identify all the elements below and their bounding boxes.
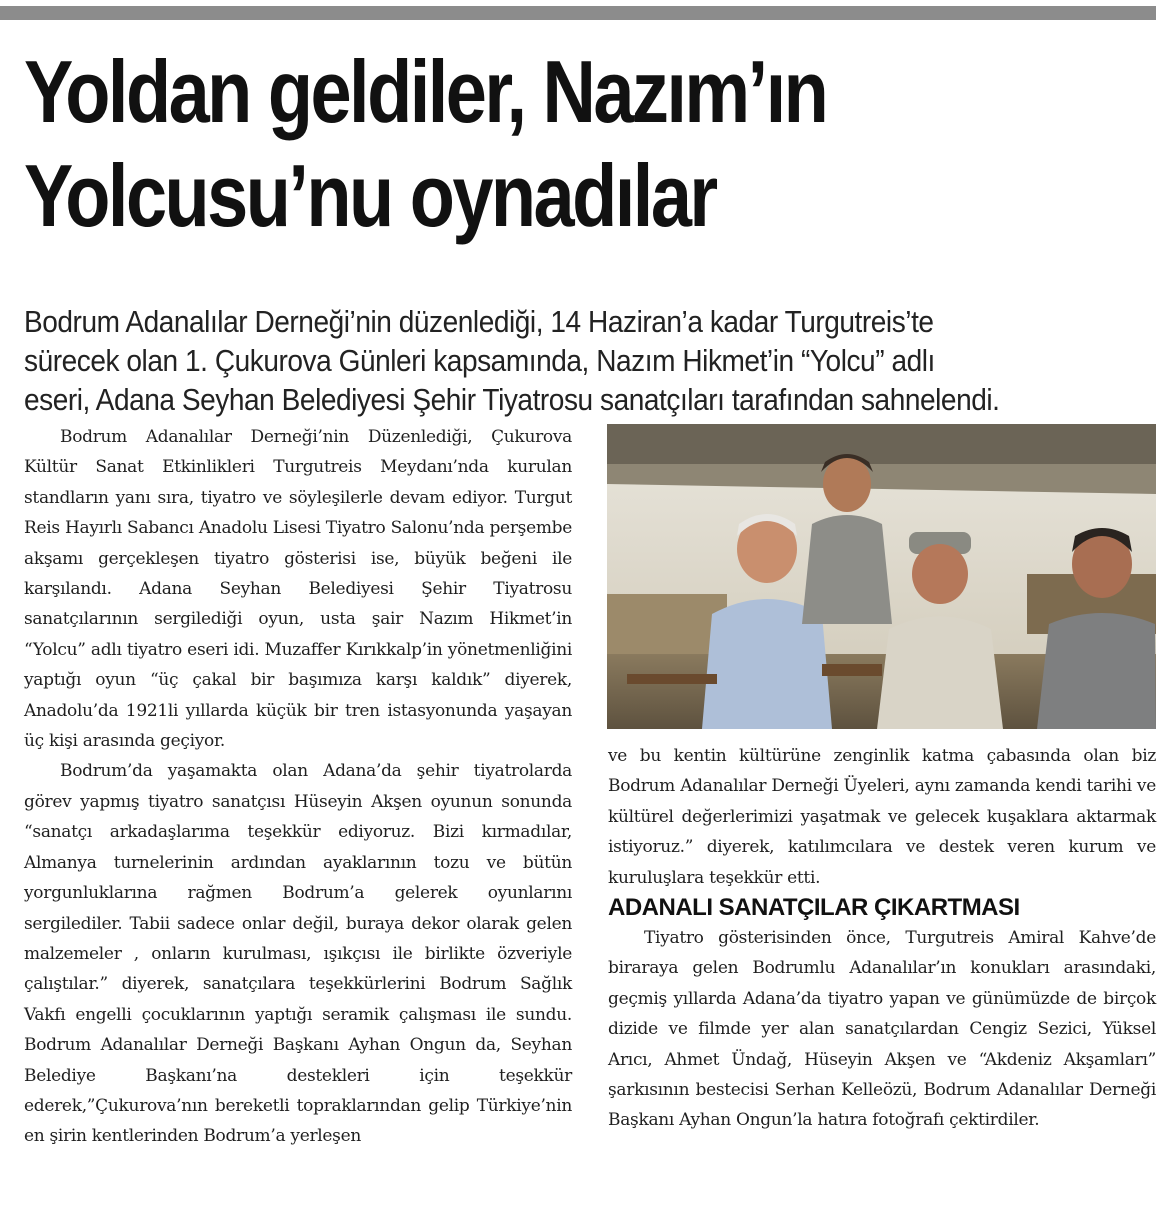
section-subheading: ADANALI SANATÇILAR ÇIKARTMASI bbox=[608, 894, 1020, 922]
article-column-right bbox=[608, 741, 1156, 1136]
lead-line-2: sürecek olan 1. Çukurova Günleri kapsamında, Nazım Hikmet’in “Yolcu” adlı bbox=[24, 343, 935, 378]
headline-line-1: Yoldan geldiler, Nazım’ın bbox=[24, 42, 827, 141]
headline-line-2: Yolcusu’nu oynadılar bbox=[24, 146, 716, 245]
article-column-left bbox=[24, 422, 572, 1152]
body-paragraph-2-continued: ve bu kentin kültürüne zenginlik katma çabasında olan biz Bodrum Adanalılar Derneği Üyeleri, aynı zamanda kendi tarihi ve kültürel değerlerimizi yaşatmak ve gelecek kuşaklara aktarmak istiyoruz.” diyerek, katılımcılara ve destek veren kurum ve kuruluşlara teşekkür etti. bbox=[608, 746, 1156, 888]
group-photo bbox=[607, 424, 1156, 729]
lead-line-3: eseri, Adana Seyhan Belediyesi Şehir Tiyatrosu sanatçıları tarafından sahnelendi. bbox=[24, 382, 1000, 417]
lead-paragraph bbox=[24, 302, 1056, 419]
body-paragraph-1: Bodrum Adanalılar Derneği’nin Düzenlediği, Çukurova Kültür Sanat Etkinlikleri Turgutreis Meydanı’nda kurulan standların yanı sıra, tiyatro ve söyleşilerle devam ediyor. Turgut Reis Hayırlı Sabancı Anadolu Lisesi Tiyatro Salonu’nda perşembe akşamı gerçekleşen tiyatro gösterisi ise, büyük beğeni ile karşılandı. Adana Seyhan Belediyesi Şehir Tiyatrosu sanatçılarının sergilediği oyun, usta şair Nazım Hikmet’in “Yolcu” adlı tiyatro eseri idi. Muzaffer Kırıkkalp’in yönetmenliğini yaptığı oyun “üç çakal bir başımıza karşı kaldık” diyerek, Anadolu’da 1921li yıllarda küçük bir tren istasyonunda yaşayan üç kişi arasında geçiyor. bbox=[24, 427, 572, 752]
headline bbox=[24, 40, 965, 248]
lead-line-1: Bodrum Adanalılar Derneği’nin düzenlediği, 14 Haziran’a kadar Turgutreis’te bbox=[24, 304, 934, 339]
photo-illustration bbox=[607, 424, 1156, 729]
header-rule bbox=[0, 6, 1156, 20]
body-paragraph-2: Bodrum’da yaşamakta olan Adana’da şehir tiyatrolarda görev yapmış tiyatro sanatçısı Hüseyin Akşen oyunun sonunda “sanatçı arkadaşlarıma teşekkür ediyoruz. Bizi kırmadılar, Almanya turnelerinin ardından ayaklarının tozu ve bütün yorgunluklarına rağmen Bodrum’a gelerek oyunlarını sergilediler. Tabii sadece onlar değil, buraya dekor olarak gelen malzemeler , onların kurulması, ışıkçısı ile birlikte özveriyle çalıştılar.” diyerek, sanatçılara teşekkürlerini Bodrum Sağlık Vakfı engelli çocuklarının yaptığı seramik çalışması ile sundu. Bodrum Adanalılar Derneği Başkanı Ayhan Ongun da, Seyhan Belediye Başkanı’na destekleri için teşekkür ederek,”Çukurova’nın bereketli topraklarından gelip Türkiye’nin en şirin kentlerinden Bodrum’a yerleşen bbox=[24, 761, 572, 1147]
body-paragraph-3: Tiyatro gösterisinden önce, Turgutreis Amiral Kahve’de biraraya gelen Bodrumlu Adanalılar’ın konukları arasındaki, geçmiş yıllarda Adana’da tiyatro yapan ve günümüzde de birçok dizide ve filmde yer alan sanatçılardan Cengiz Sezici, Yüksel Arıcı, Ahmet Ündağ, Hüseyin Akşen ve “Akdeniz Akşamları” şarkısının bestecisi Serhan Kelleözü, Bodrum Adanalılar Derneği Başkanı Ayhan Ongun’la hatıra fotoğrafı çektirdiler. bbox=[608, 928, 1156, 1131]
